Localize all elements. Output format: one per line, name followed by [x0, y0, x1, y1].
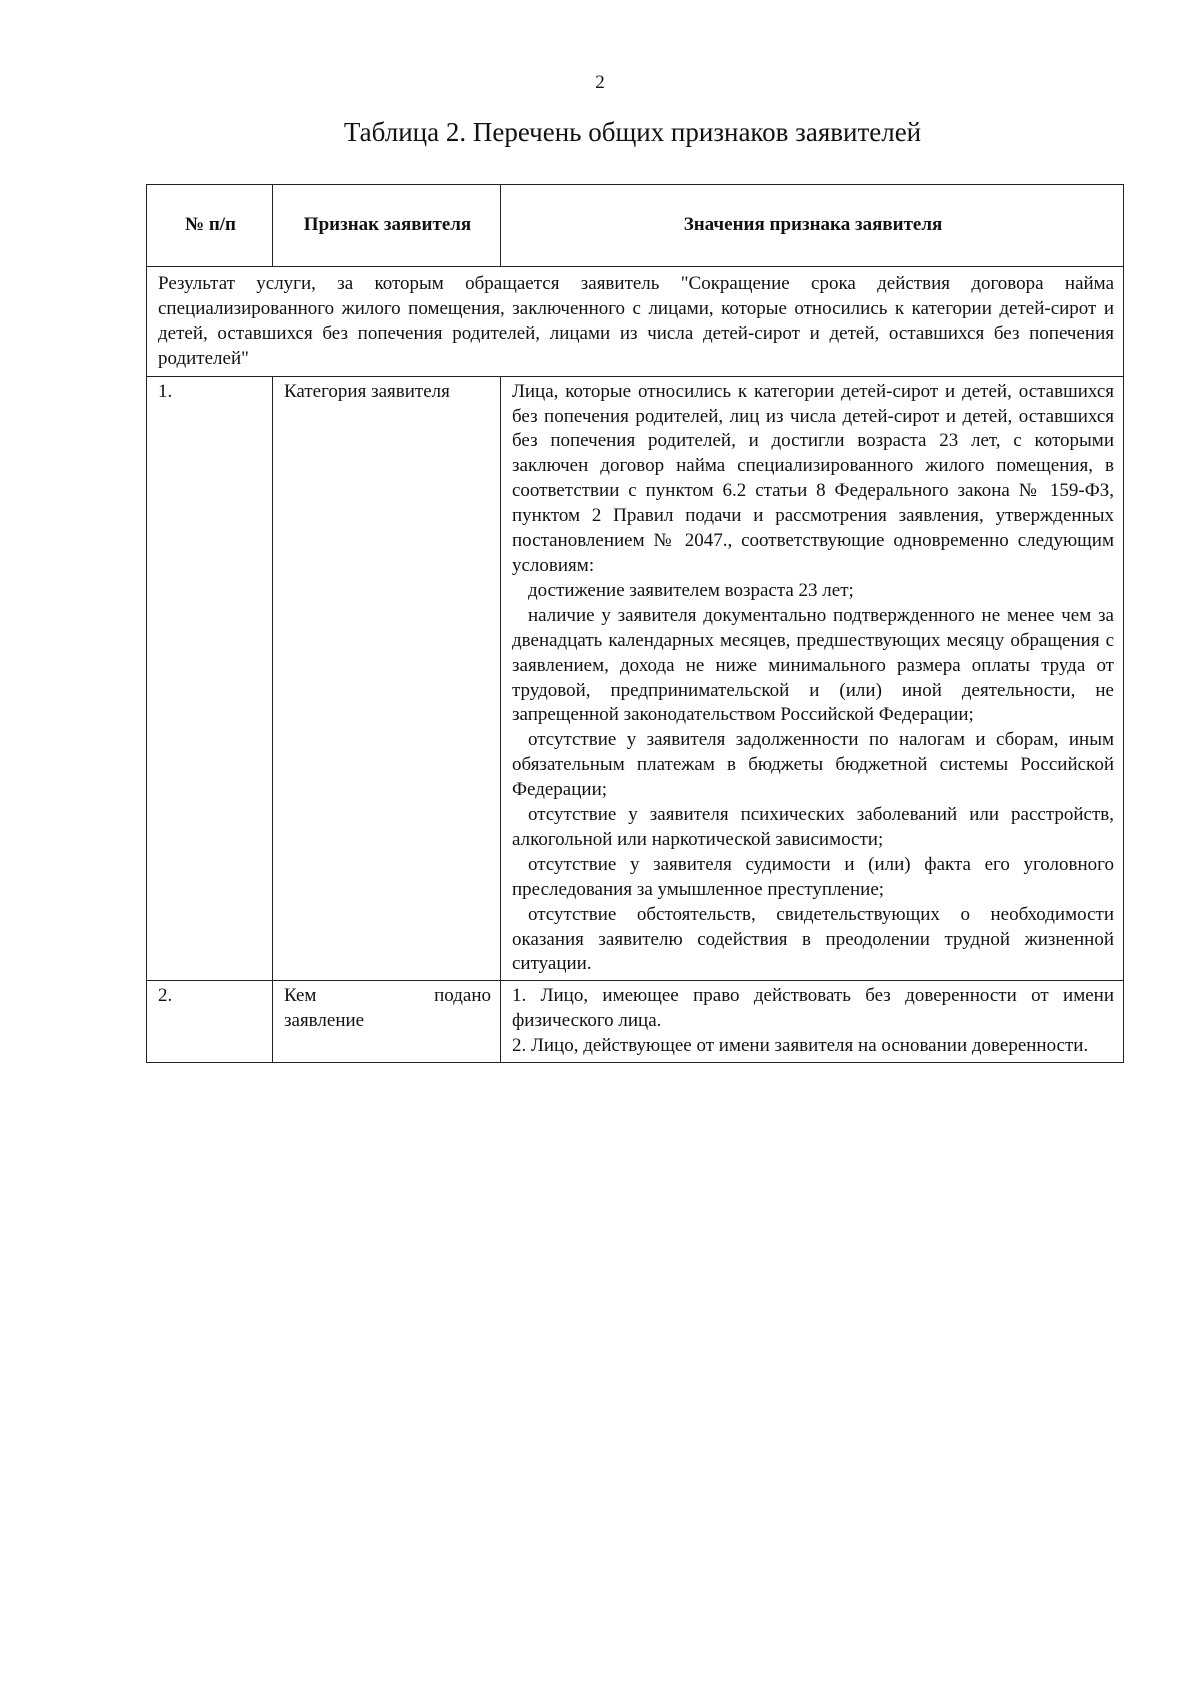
value-condition: отсутствие у заявителя судимости и (или) факта его уголовного преследования за умышленное преступление;	[512, 853, 1114, 900]
header-number: № п/п	[147, 185, 273, 267]
table-header-row	[147, 185, 1124, 267]
row-values	[501, 376, 1124, 981]
row-number: 1.	[147, 376, 273, 981]
row-values	[501, 981, 1124, 1063]
row-attribute-word: подано	[434, 985, 491, 1007]
row-attribute-word: заявление	[284, 1010, 365, 1032]
row-number: 2.	[147, 981, 273, 1063]
applicant-attributes-table	[146, 184, 1124, 1063]
page-number: 2	[595, 72, 605, 93]
row-attribute-word: Кем	[284, 985, 317, 1007]
value-condition: отсутствие у заявителя психических заболеваний или расстройств, алкогольной или наркотической зависимости;	[512, 804, 1114, 850]
value-condition: наличие у заявителя документально подтвержденного не менее чем за двенадцать календарных месяцев, предшествующих месяцу обращения с заявлением, дохода не ниже минимального размера оплаты труда от трудовой, предпринимательской и (или) иной деятельности, не запрещенной законодательством Российской Федерации;	[512, 604, 1114, 726]
header-values: Значения признака заявителя	[501, 185, 1124, 267]
value-item: 2. Лицо, действующее от имени заявителя на основании доверенности.	[512, 1035, 1089, 1057]
service-result-row	[147, 267, 1124, 377]
header-attribute: Признак заявителя	[273, 185, 501, 267]
table-row	[147, 376, 1124, 981]
table-row	[147, 981, 1124, 1063]
value-item: 1. Лицо, имеющее право действовать без доверенности от имени физического лица.	[512, 985, 1114, 1032]
value-condition: отсутствие обстоятельств, свидетельствующих о необходимости оказания заявителю содействия в преодолении трудной жизненной ситуации.	[512, 903, 1114, 975]
service-result-text: Результат услуги, за которым обращается заявитель "Сокращение срока действия договора найма специализированного жилого помещения, заключенного с лицами, которые относились к категории детей-сирот и детей, оставшихся без попечения родителей, лицами из числа детей-сирот и детей, оставшихся без попечения родителей"	[147, 267, 1124, 377]
table-title: Таблица 2. Перечень общих признаков заявителей	[343, 117, 922, 147]
value-paragraph: Лица, которые относились к категории детей-сирот и детей, оставшихся без попечения родителей, лиц из числа детей-сирот и детей, оставшихся без попечения родителей, и достигли возраста 23 лет, с которыми заключен договор найма специализированного жилого помещения, в соответствии с пунктом 6.2 статьи 8 Федерального закона № 159-ФЗ, пунктом 2 Правил подачи и рассмотрения заявления, утвержденных постановлением № 2047., соответствующие одновременно следующим условиям:	[512, 380, 1114, 576]
value-condition: отсутствие у заявителя задолженности по налогам и сборам, иным обязательным платежам в бюджеты бюджетной системы Российской Федерации;	[512, 729, 1114, 801]
row-attribute: Категория заявителя	[273, 376, 501, 981]
value-condition: достижение заявителем возраста 23 лет;	[528, 579, 854, 601]
row-attribute	[273, 981, 501, 1063]
